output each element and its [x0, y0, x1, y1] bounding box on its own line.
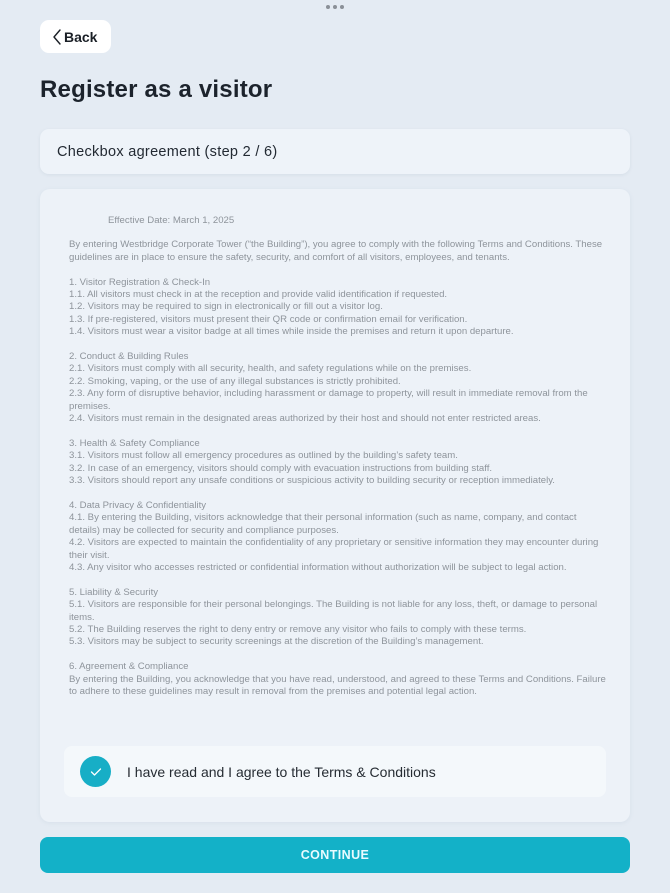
section-heading: 6. Agreement & Compliance [69, 661, 189, 673]
section-heading: 4. Data Privacy & Confidentiality [69, 499, 207, 511]
section-item: 5.2. The Building reserves the right to deny entry or remove any visitor who fails to comply with these terms. [69, 623, 527, 635]
section-item: 3.3. Visitors should report any unsafe conditions or suspicious activity to building security or reception immediately. [69, 475, 555, 487]
terms-section [69, 500, 609, 574]
section-item: 4.1. By entering the Building, visitors acknowledge that their personal information (such as name, company, and contact details) may be collected for security and compliance purposes. [69, 512, 577, 536]
section-heading: 2. Conduct & Building Rules [69, 351, 189, 363]
section-item: 3.1. Visitors must follow all emergency procedures as outlined by the building’s safety team. [69, 450, 458, 462]
dot-icon [326, 5, 330, 9]
terms-section [69, 438, 609, 488]
terms-document[interactable] [69, 215, 609, 698]
section-item: 5.1. Visitors are responsible for their personal belongings. The Building is not liable for any loss, theft, or damage to personal items. [69, 599, 598, 623]
agree-terms-checkbox[interactable] [64, 746, 606, 797]
step-label: Checkbox agreement (step 2 / 6) [57, 143, 278, 160]
more-options-handle[interactable] [326, 5, 344, 9]
section-item: 2.1. Visitors must comply with all security, health, and safety regulations while on the premises. [69, 363, 472, 375]
back-button-label: Back [64, 28, 98, 45]
section-heading: 3. Health & Safety Compliance [69, 437, 200, 449]
continue-label: CONTINUE [300, 848, 370, 862]
check-icon [90, 767, 102, 777]
section-item: By entering the Building, you acknowledge that you have read, understood, and agreed to these Terms and Conditions. Failure to adhere to these guidelines may result in removal from the premises and potential legal action. [69, 673, 606, 697]
section-item: 4.3. Any visitor who accesses restricted or confidential information without authorization will be subject to legal action. [69, 561, 567, 573]
checkbox-checked[interactable] [80, 756, 111, 787]
back-button[interactable] [40, 20, 111, 53]
section-item: 2.3. Any form of disruptive behavior, including harassment or damage to property, will result in immediate removal from the premises. [69, 388, 588, 412]
terms-card [40, 189, 630, 822]
terms-section [69, 587, 609, 649]
section-item: 3.2. In case of an emergency, visitors should comply with evacuation instructions from building staff. [69, 462, 493, 474]
section-item: 2.4. Visitors must remain in the designated areas authorized by their host and should not enter restricted areas. [69, 413, 541, 425]
terms-intro: By entering Westbridge Corporate Tower (“the Building”), you agree to comply with the following Terms and Conditions. These guidelines are in place to ensure the safety, security, and comfort of all visitors, employees, and tenants. [69, 239, 603, 263]
terms-section [69, 277, 609, 339]
section-item: 1.3. If pre-registered, visitors must present their QR code or confirmation email for verification. [69, 313, 468, 325]
section-item: 1.2. Visitors may be required to sign in electronically or fill out a visitor log. [69, 301, 383, 313]
chevron-left-icon [52, 29, 62, 45]
dot-icon [340, 5, 344, 9]
terms-section [69, 661, 609, 698]
continue-button[interactable] [40, 837, 630, 873]
effective-date: Effective Date: March 1, 2025 [108, 215, 235, 226]
section-item: 4.2. Visitors are expected to maintain the confidentiality of any proprietary or sensitive information they may encounter during their visit. [69, 537, 599, 561]
section-heading: 5. Liability & Security [69, 586, 159, 598]
section-item: 1.1. All visitors must check in at the reception and provide valid identification if requested. [69, 289, 448, 301]
terms-section [69, 351, 609, 425]
section-item: 5.3. Visitors may be subject to security screenings at the discretion of the Building’s management. [69, 636, 484, 648]
section-item: 1.4. Visitors must wear a visitor badge at all times while inside the premises and return it upon departure. [69, 326, 514, 338]
dot-icon [333, 5, 337, 9]
page-title: Register as a visitor [40, 76, 273, 103]
agree-label: I have read and I agree to the Terms & Conditions [127, 763, 436, 780]
section-heading: 1. Visitor Registration & Check-In [69, 276, 211, 288]
step-indicator [40, 129, 630, 174]
section-item: 2.2. Smoking, vaping, or the use of any illegal substances is strictly prohibited. [69, 375, 401, 387]
